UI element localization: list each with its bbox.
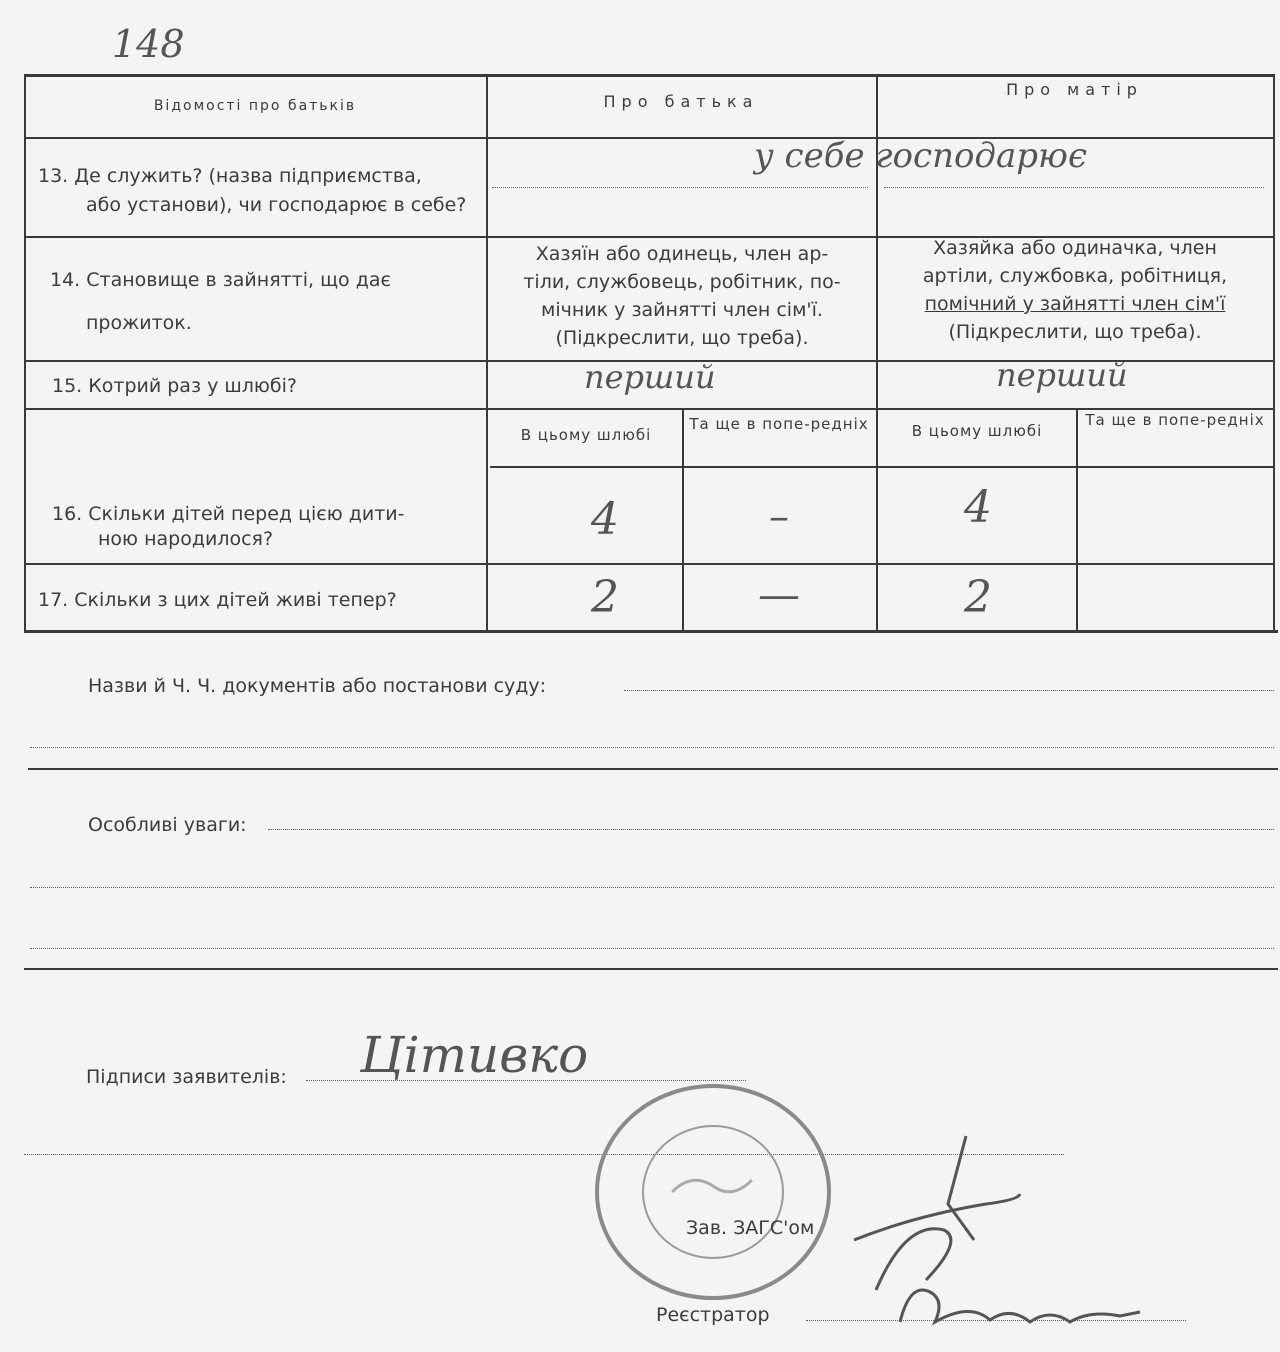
header-mother: Про матір <box>1006 80 1143 99</box>
section-divider <box>28 768 1278 770</box>
section-divider-2 <box>24 968 1278 970</box>
row-16-father-previous: – <box>769 494 789 540</box>
notes-field-line <box>268 829 1274 830</box>
row-17-father-this: 2 <box>591 572 619 623</box>
row-16-mother-this: 4 <box>964 482 992 533</box>
row-16-label: 16. Скільки дітей перед цією дити- ною народилося? <box>52 503 405 550</box>
signatures-label: Підписи заявителів: <box>86 1066 287 1088</box>
row-14-mother-options: Хазяйка або одиначка, член артіли, службовка, робітниця, помічний у зайнятті член сім'ї (Підкреслити, що треба). <box>922 237 1228 343</box>
notes-label: Особливі уваги: <box>88 814 247 836</box>
registry-head-label: Зав. ЗАГС'ом <box>686 1217 815 1239</box>
father-previous-header: Та ще в попе-редніх <box>689 415 869 433</box>
row-17-father-previous: — <box>758 570 800 619</box>
applicant-signature: Цітивко <box>360 1026 589 1084</box>
registrar-signature <box>890 1262 1150 1342</box>
header-info: Відомості про батьків <box>153 98 357 114</box>
documents-label: Назви й Ч. Ч. документів або постанови суду: <box>88 675 547 697</box>
documents-field-line <box>624 690 1274 691</box>
row-13-answer: у себе господарює <box>754 136 1087 176</box>
row-15-father-answer: перший <box>584 358 716 396</box>
row-17-label: 17. Скільки з цих дітей живі тепер? <box>38 589 397 611</box>
mother-this-marriage-header: В цьому шлюбі <box>911 422 1043 440</box>
notes-field-line-3 <box>30 948 1274 949</box>
row-14-father-options: Хазяїн або одинець, член ар- тіли, службовець, робітник, по- мічник у зайнятті член сім'ї. (Підкреслити, що треба). <box>523 243 841 349</box>
notes-field-line-2 <box>30 887 1274 888</box>
row-15-label: 15. Котрий раз у шлюбі? <box>52 375 297 397</box>
mother-previous-header: Та ще в попе-редніх <box>1085 411 1265 429</box>
father-this-marriage-header: В цьому шлюбі <box>520 426 652 444</box>
documents-field-line-2 <box>30 747 1274 748</box>
registrar-label: Реєстратор <box>656 1304 770 1326</box>
page-number: 148 <box>112 22 185 66</box>
row-14-label: 14. Становище в зайнятті, що дає прожиток. <box>50 269 391 334</box>
row-17-mother-this: 2 <box>964 572 992 623</box>
row-16-father-this: 4 <box>591 494 619 545</box>
official-stamp <box>592 1082 834 1302</box>
row-15-mother-answer: перший <box>996 356 1128 394</box>
header-father: Про батька <box>603 92 759 111</box>
row-13-label: 13. Де служить? (назва підприємства, або установи), чи господарює в себе? <box>38 165 467 216</box>
